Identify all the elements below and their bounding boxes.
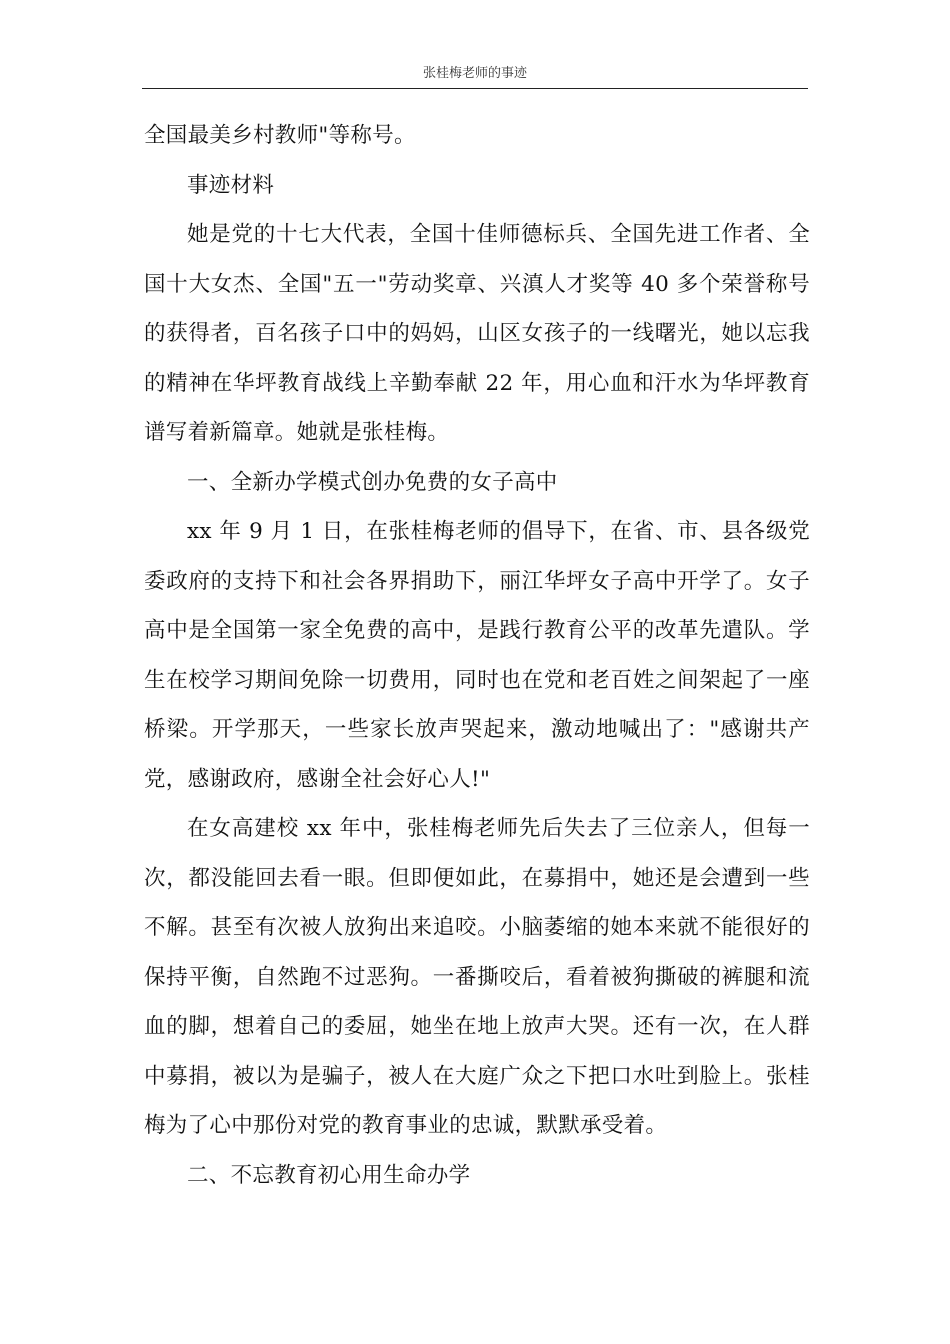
paragraph-school-founding: xx 年 9 月 1 日，在张桂梅老师的倡导下，在省、市、县各级党委政府的支持下和社会各界捐助下，丽江华坪女子高中开学了。女子高中是全国第一家全免费的高中，是践行教育公平的改革先遣队。学生在校学习期间免除一切费用，同时也在党和老百姓之间架起了一座桥梁。开学那天，一些家长放声哭起来，激动地喊出了："感谢共产党，感谢政府，感谢全社会好心人!" xyxy=(144,519,810,792)
section-heading-materials: 事迹材料 xyxy=(187,172,275,198)
paragraph-honors-ending: 全国最美乡村教师"等称号。 xyxy=(144,123,416,148)
paragraph-hardships: 在女高建校 xx 年中，张桂梅老师先后失去了三位亲人，但每一次，都没能回去看一眼。但即便如此，在募捐中，她还是会遭到一些不解。甚至有次被人放狗出来追咬。小脑萎缩的她本来就不能很好的保持平衡，自然跑不过恶狗。一番撕咬后，看着被狗撕破的裤腿和流血的脚，想着自己的委屈，她坐在地上放声大哭。还有一次，在人群中募捐，被以为是骗子，被人在大庭广众之下把口水吐到脸上。张桂梅为了心中那份对党的教育事业的忠诚，默默承受着。 xyxy=(144,816,810,1138)
document-body xyxy=(144,111,810,1200)
header-title: 张桂梅老师的事迹 xyxy=(422,66,527,81)
page-header xyxy=(142,60,808,89)
section-heading-one: 一、全新办学模式创办免费的女子高中 xyxy=(187,469,558,495)
paragraph-introduction: 她是党的十七大代表，全国十佳师德标兵、全国先进工作者、全国十大女杰、全国"五一"劳动奖章、兴滇人才奖等 40 多个荣誉称号的获得者，百名孩子口中的妈妈，山区女孩子的一线曙光，她以忘我的精神在华坪教育战线上辛勤奉献 22 年，用心血和汗水为华坪教育谱写着新篇章。她就是张桂梅。 xyxy=(144,222,810,445)
section-heading-two: 二、不忘教育初心用生命办学 xyxy=(187,1162,471,1188)
